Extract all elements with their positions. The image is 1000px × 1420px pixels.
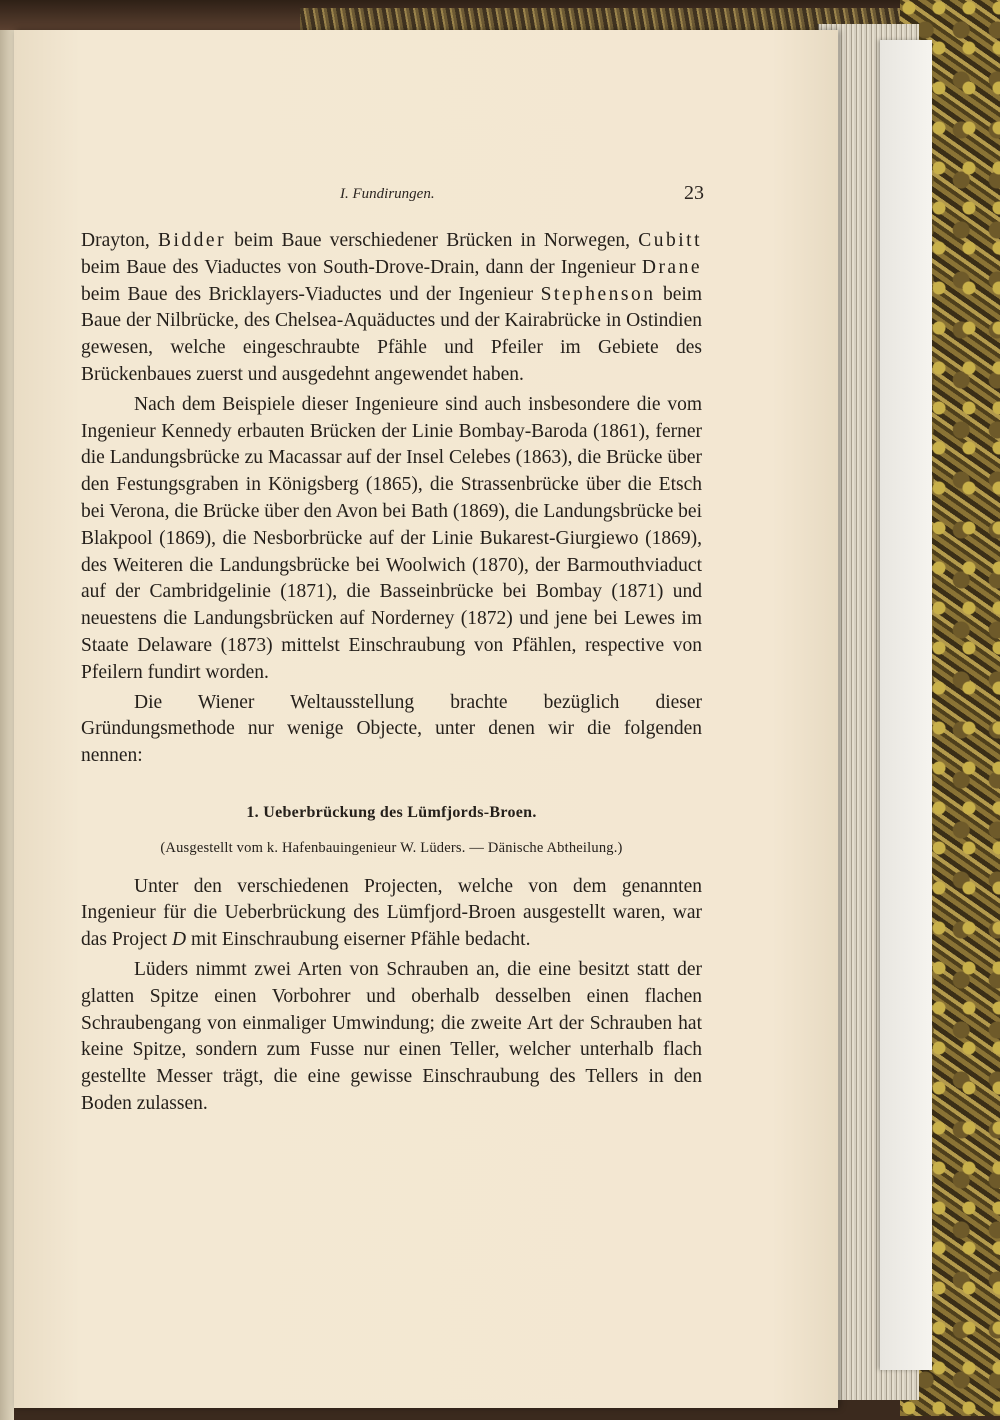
page-number: 23 xyxy=(684,182,704,204)
project-letter: D xyxy=(171,929,187,951)
page-header xyxy=(0,182,1000,208)
section-heading: 1. Ueberbrückung des Lümfjords-Broen. xyxy=(246,803,537,821)
name-bidder: Bidder xyxy=(158,230,227,251)
name-cubitt: Cubitt xyxy=(638,230,702,251)
text-run: Unter den verschiedenen Projecten, welche von dem genannten Ingenieur für die Ueberbrückung des Lümfjord-Broen ausgestellt waren, war das Project xyxy=(81,875,702,951)
paragraph-1 xyxy=(81,228,702,389)
facing-page-edge xyxy=(0,30,14,1420)
text-run: beim Baue des Viaductes von South-Drove-Drain, dann der Ingenieur xyxy=(81,256,642,278)
text-run: beim Baue der Nilbrücke, des Chelsea-Aquäductes und der Kairabrücke in Ostindien gewesen, welche eingeschraubte Pfähle und Pfeiler im Gebiete des Brückenbaues zuerst und ausgedehnt angewendet haben. xyxy=(81,283,702,385)
flyleaf xyxy=(880,40,932,1370)
text-run: Drayton, xyxy=(81,230,158,251)
paragraph-3: Die Wiener Weltausstellung brachte bezüglich dieser Gründungsmethode nur wenige Objecte, unter denen wir die folgenden nennen: xyxy=(81,691,702,767)
text-run: beim Baue verschiedener Brücken in Norwegen, xyxy=(226,230,639,251)
text-run: beim Baue des Bricklayers-Viaductes und der Ingenieur xyxy=(81,283,541,305)
text-run: mit Einschraubung eiserner Pfähle bedacht. xyxy=(186,929,531,951)
paragraph-5: Lüders nimmt zwei Arten von Schrauben an, die eine besitzt statt der glatten Spitze einen Vorbohrer und oberhalb desselben einen flachen Schraubengang von einmaliger Umwindung; die zweite Art der Schrauben hat keine Spitze, sondern zum Fusse nur einen Teller, welcher unterhalb flach gestellte Messer trägt, die eine gewisse Einschraubung des Tellers in den Boden zulassen. xyxy=(81,958,702,1114)
paragraph-4 xyxy=(81,874,702,954)
exhibitor-note: (Ausgestellt vom k. Hafenbauingenieur W. Lüders. — Dänische Abtheilung.) xyxy=(160,839,623,856)
name-stephenson: Stephenson xyxy=(540,283,656,305)
name-drane: Drane xyxy=(641,256,702,278)
paragraph-2: Nach dem Beispiele dieser Ingenieure sind auch insbesondere die vom Ingenieur Kennedy erbauten Brücken der Linie Bombay-Baroda (1861), ferner die Landungsbrücke zu Macassar auf der Insel Celebes (1863), die Brücke über den Festungsgraben in Königsberg (1865), die Strassenbrücke über die Etsch bei Verona, die Brücke über den Avon bei Bath (1869), die Landungsbrücke bei Blakpool (1869), die Nesborbrücke auf der Linie Bukarest-Giurgiewo (1869), des Weiteren die Landungsbrücke bei Woolwich (1870), der Barmouthviaduct auf der Cambridgelinie (1871), die Basseinbrücke bei Bombay (1871) und neuestens die Landungsbrücken auf Norderney (1872) und jene bei Lewes im Staate Delaware (1873) mittelst Einschraubung von Pfählen, respective von Pfeilern fundirt worden. xyxy=(81,393,702,683)
body-text xyxy=(81,228,702,1118)
running-head: I. Fundirungen. xyxy=(340,186,435,202)
